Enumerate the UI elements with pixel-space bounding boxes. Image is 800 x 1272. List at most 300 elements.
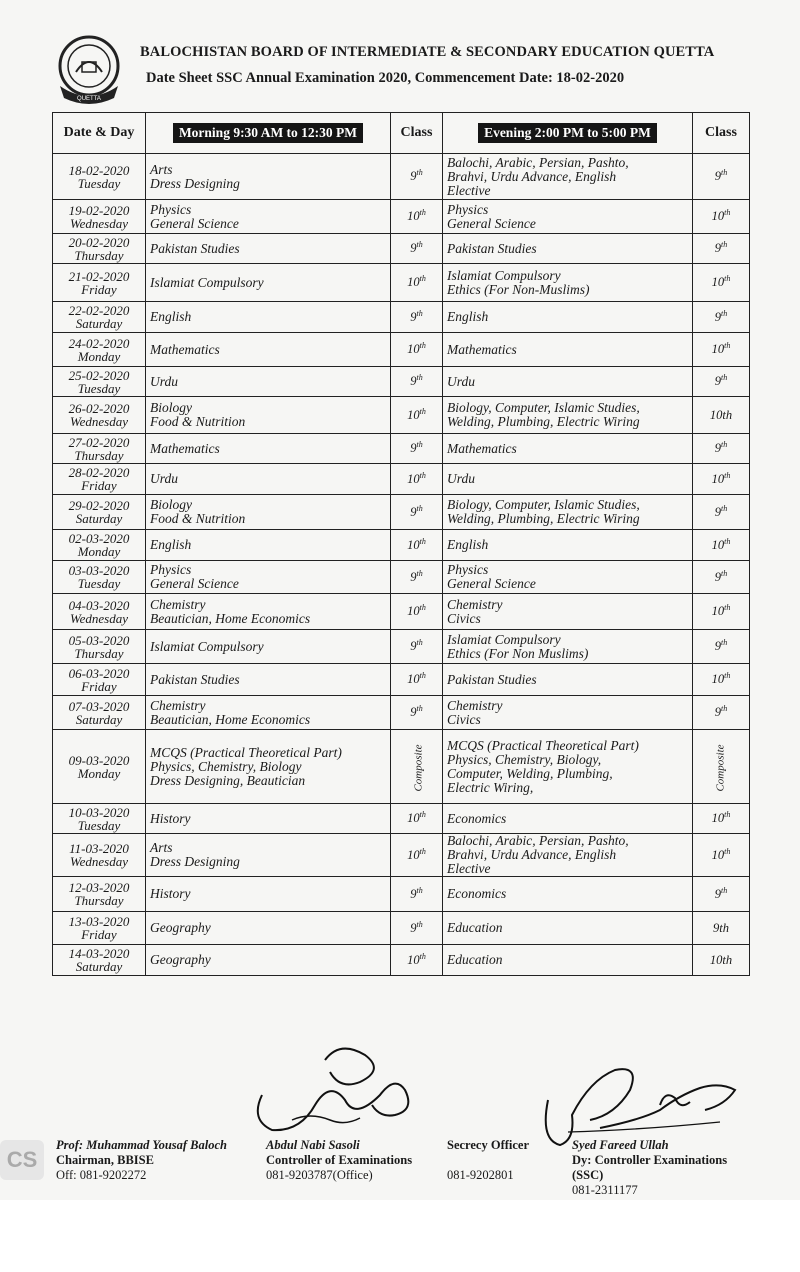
controller-block [266,1138,412,1183]
morning-subject-cell [146,264,391,302]
subject-line: History [150,810,191,826]
subject-line: Physics [150,562,192,577]
date-cell [53,804,146,834]
exam-day: Friday [81,281,117,297]
exam-day: Thursday [74,893,124,908]
exam-date: 20-02-2020 [68,234,130,250]
subject-line: Chemistry [150,697,206,713]
class-number: 9 [410,374,417,389]
subject-line: Food & Nutrition [150,414,246,429]
evening-subject-cell [443,730,693,804]
table-row [53,397,750,434]
controller-phone: 081-9203787(Office) [266,1168,373,1182]
chairman-block [56,1138,227,1183]
date-cell [53,630,146,664]
class-number: 10 [407,472,420,487]
subject-line: Urdu [447,373,476,389]
evening-class-cell [693,561,750,594]
subject-line: Mathematics [447,341,517,357]
morning-class-cell [391,495,443,530]
class-suffix: th [419,810,426,820]
date-cell [53,333,146,367]
class-number: 10 [711,342,725,357]
table-row [53,804,750,834]
morning-subject-cell [146,397,391,434]
board-logo-seal [52,34,126,104]
evening-class-cell [693,664,750,696]
evening-subject-cell [443,630,693,664]
date-cell [53,696,146,730]
exam-date: 26-02-2020 [68,401,130,416]
evening-class-cell [693,264,750,302]
class-suffix: th [724,810,731,820]
exam-day: Friday [81,678,117,694]
evening-class-cell [693,530,750,561]
class-number: 9 [410,639,417,654]
class-number: 10 [407,538,420,553]
class-suffix: th [724,274,731,284]
class-label: Composite [715,743,727,792]
subject-line: Dress Designing [150,854,240,869]
subject-line: Biology, Computer, Islamic Studies, [447,400,640,415]
morning-class-cell [391,696,443,730]
subject-line: Economics [447,886,507,901]
morning-class-cell [391,154,443,200]
exam-date: 24-02-2020 [68,335,130,351]
class-number: 9 [714,441,721,456]
class-suffix: th [721,704,728,714]
table-row [53,464,750,495]
date-cell [53,594,146,630]
table-row [53,264,750,302]
morning-class-cell [391,804,443,834]
header-class-evening: Class [693,113,750,154]
date-cell [53,877,146,912]
morning-subject-cell [146,877,391,912]
evening-subject-cell [443,200,693,234]
evening-class-cell [693,912,750,945]
exam-date: 18-02-2020 [68,162,130,178]
class-number: 10 [407,672,420,687]
exam-day: Monday [77,765,121,781]
subject-line: Civics [447,711,481,727]
class-number: 9 [714,887,721,902]
evening-class-cell [693,367,750,397]
class-number: 9 [410,921,417,936]
morning-subject-cell [146,367,391,397]
exam-date: 07-03-2020 [68,698,130,714]
table-row [53,834,750,877]
evening-subject-cell [443,234,693,264]
date-cell [53,912,146,945]
subject-line: Welding, Plumbing, Electric Wiring [447,511,640,526]
chairman-role: Chairman, BBISE [56,1153,154,1167]
date-cell [53,495,146,530]
evening-subject-cell [443,664,693,696]
table-header-row [53,113,750,154]
morning-subject-cell [146,333,391,367]
class-number: 10 [711,209,725,224]
subject-line: English [447,309,489,324]
evening-session-label: Evening 2:00 PM to 5:00 PM [478,123,657,143]
date-sheet-title: Date Sheet SSC Annual Examination 2020, Commencement Date: 18-02-2020 [146,70,625,86]
subject-line: Chemistry [447,697,503,713]
header-morning [146,113,391,154]
evening-subject-cell [443,696,693,730]
morning-class-cell [391,200,443,234]
class-suffix: th [724,603,731,613]
evening-class-cell [693,696,750,730]
table-row [53,530,750,561]
class-label: Composite [412,743,425,792]
morning-class-cell [391,302,443,333]
table-row [53,234,750,264]
subject-line: Ethics (For Non-Muslims) [447,281,590,297]
exam-day: Friday [81,927,117,942]
class-number: 9 [714,374,721,389]
morning-subject-cell [146,200,391,234]
class-suffix: th [419,671,426,681]
morning-subject-cell [146,912,391,945]
exam-day: Tuesday [77,175,121,191]
evening-class-cell [693,333,750,367]
class-suffix: th [416,440,423,450]
class-suffix: th [721,568,728,578]
evening-class-cell [693,594,750,630]
subject-line: Biology [150,497,192,512]
class-number: 9 [714,169,721,184]
date-cell [53,834,146,877]
morning-class-cell [391,367,443,397]
subject-line: Balochi, Arabic, Persian, Pashto, [447,833,629,848]
evening-subject-cell [443,834,693,877]
controller-role: Controller of Examinations [266,1153,413,1167]
class-suffix: th [416,308,423,318]
morning-class-cell [391,594,443,630]
subject-line: Physics [447,562,489,577]
morning-class-cell [391,234,443,264]
class-suffix: th [416,919,423,929]
class-number: 10 [407,275,420,290]
secrecy-phone: 081-9202801 [447,1168,514,1182]
exam-day: Wednesday [69,854,128,869]
class-number: 9th [713,920,729,935]
class-suffix: th [416,168,423,178]
exam-day: Thursday [74,247,124,263]
class-number: 9 [714,639,721,654]
class-suffix: th [419,536,426,546]
morning-subject-cell [146,696,391,730]
evening-class-cell [693,495,750,530]
subject-line: English [150,309,192,324]
morning-class-cell [391,264,443,302]
class-suffix: th [724,470,731,480]
class-suffix: th [721,373,728,383]
class-number: 9 [714,505,721,520]
exam-date: 22-02-2020 [68,303,130,318]
class-number: 10 [711,604,725,619]
table-row [53,200,750,234]
secrecy-role: Secrecy Officer [447,1138,530,1152]
table-row [53,945,750,976]
class-number: 10 [407,604,420,619]
morning-subject-cell [146,434,391,464]
subject-line: Physics [150,201,192,217]
class-number: 10 [407,848,420,863]
class-suffix: th [416,373,423,383]
controller-name: Abdul Nabi Sasoli [266,1138,360,1152]
class-suffix: th [721,308,728,318]
evening-subject-cell [443,264,693,302]
date-cell [53,264,146,302]
subject-line: Brahvi, Urdu Advance, English [447,847,617,862]
exam-day: Friday [81,478,117,493]
subject-line: Physics [447,201,489,217]
class-number: 10 [407,953,420,968]
morning-subject-cell [146,630,391,664]
morning-class-cell [391,333,443,367]
table-row [53,154,750,200]
subject-line: Electric Wiring, [447,779,534,795]
class-suffix: th [419,846,426,856]
subject-line: Food & Nutrition [150,511,246,526]
morning-class-cell [391,834,443,877]
evening-subject-cell [443,464,693,495]
evening-subject-cell [443,397,693,434]
class-suffix: th [724,208,731,218]
morning-class-cell [391,434,443,464]
subject-line: Chemistry [150,596,206,612]
evening-subject-cell [443,434,693,464]
evening-class-cell [693,877,750,912]
date-cell [53,200,146,234]
deputy-role: Dy: Controller Examinations [572,1153,728,1167]
class-suffix: th [416,638,423,648]
date-cell [53,154,146,200]
subject-line: Mathematics [447,440,517,456]
subject-line: Ethics (For Non Muslims) [447,645,589,661]
subject-line: Pakistan Studies [150,671,240,687]
exam-day: Saturday [75,711,123,727]
subject-line: Education [447,920,503,935]
table-row [53,367,750,397]
secrecy-block [447,1138,529,1183]
class-number: 10th [709,407,733,422]
svg-text:QUETTA: QUETTA [77,96,101,102]
class-suffix: th [724,536,731,546]
morning-class-cell [391,877,443,912]
exam-date: 10-03-2020 [68,804,130,820]
table-row [53,495,750,530]
subject-line: Biology [150,400,192,415]
evening-class-cell [693,630,750,664]
subject-line: Arts [150,840,173,855]
subject-line: Economics [447,810,507,826]
exam-day: Wednesday [69,610,128,626]
exam-day: Tuesday [77,380,121,396]
table-row [53,561,750,594]
chairman-phone: Off: 081-9202272 [56,1168,147,1182]
class-suffix: th [416,885,423,895]
subject-line: Dress Designing [150,175,240,191]
class-number: 10 [407,209,420,224]
morning-subject-cell [146,530,391,561]
class-suffix: th [419,470,426,480]
date-cell [53,397,146,434]
exam-date: 19-02-2020 [68,202,130,218]
class-suffix: th [721,503,728,513]
morning-subject-cell [146,464,391,495]
class-number: 10 [407,408,420,423]
subject-line: General Science [150,215,239,231]
exam-date: 27-02-2020 [68,434,130,450]
class-number: 9 [410,241,417,256]
class-suffix: th [416,503,423,513]
subject-line: General Science [447,576,536,591]
subject-line: Geography [150,952,211,967]
subject-line: Pakistan Studies [447,671,537,687]
exam-date: 14-03-2020 [68,946,130,961]
subject-line: Elective [447,861,491,876]
exam-day: Saturday [75,959,123,974]
class-suffix: th [416,568,423,578]
exam-day: Saturday [75,511,123,526]
evening-class-cell [693,434,750,464]
subject-line: Chemistry [447,596,503,612]
morning-class-cell [391,397,443,434]
subject-line: Welding, Plumbing, Electric Wiring [447,414,640,429]
class-number: 9 [410,505,417,520]
evening-subject-cell [443,530,693,561]
date-cell [53,664,146,696]
class-number: 10 [711,472,725,487]
exam-day: Tuesday [77,576,121,591]
subject-line: Urdu [150,471,179,486]
exam-date: 04-03-2020 [68,597,130,613]
morning-subject-cell [146,495,391,530]
subject-line: Biology, Computer, Islamic Studies, [447,497,640,512]
table-row [53,302,750,333]
class-number: 10 [711,672,725,687]
date-cell [53,530,146,561]
morning-subject-cell [146,730,391,804]
evening-class-cell [693,730,750,804]
exam-day: Thursday [74,447,124,463]
morning-session-label: Morning 9:30 AM to 12:30 PM [173,123,363,143]
class-number: 9 [410,310,417,325]
subject-line: Dress Designing, Beautician [150,772,306,788]
morning-subject-cell [146,561,391,594]
class-number: 9 [410,441,417,456]
exam-day: Tuesday [77,817,121,833]
date-cell [53,730,146,804]
evening-class-cell [693,200,750,234]
date-cell [53,945,146,976]
table-row [53,434,750,464]
morning-subject-cell [146,945,391,976]
subject-line: Islamiat Compulsory [447,267,561,283]
class-number: 9 [714,705,721,720]
morning-subject-cell [146,154,391,200]
signature-area [0,1020,800,1200]
exam-day: Thursday [74,645,124,661]
subject-line: Physics, Chemistry, Biology [150,758,302,774]
evening-subject-cell [443,877,693,912]
subject-line: Islamiat Compulsory [150,638,264,654]
evening-subject-cell [443,561,693,594]
morning-subject-cell [146,664,391,696]
exam-date: 11-03-2020 [69,841,129,856]
class-suffix: th [721,168,728,178]
evening-subject-cell [443,495,693,530]
morning-class-cell [391,561,443,594]
subject-line: Brahvi, Urdu Advance, English [447,168,617,184]
date-cell [53,464,146,495]
exam-day: Monday [77,544,121,559]
class-suffix: th [419,406,426,416]
class-number: 10th [709,952,733,967]
class-suffix: th [724,846,731,856]
subject-line: MCQS (Practical Theoretical Part) [150,744,342,760]
exam-date: 13-03-2020 [68,914,130,929]
table-row [53,630,750,664]
table-row [53,912,750,945]
date-cell [53,367,146,397]
evening-class-cell [693,397,750,434]
morning-subject-cell [146,234,391,264]
table-row [53,730,750,804]
class-suffix: th [721,885,728,895]
class-number: 10 [711,275,725,290]
exam-date: 06-03-2020 [68,665,130,681]
table-row [53,696,750,730]
chairman-name: Prof: Muhammad Yousaf Baloch [56,1138,227,1152]
evening-subject-cell [443,154,693,200]
deputy-phone: 081-2311177 [572,1183,638,1197]
evening-subject-cell [443,804,693,834]
evening-class-cell [693,804,750,834]
subject-line: Arts [150,161,173,177]
class-number: 10 [711,848,725,863]
exam-day: Wednesday [69,215,128,231]
evening-class-cell [693,234,750,264]
subject-line: Civics [447,610,481,626]
evening-class-cell [693,154,750,200]
exam-date: 05-03-2020 [68,632,130,648]
subject-line: History [150,886,191,901]
exam-date: 03-03-2020 [68,563,130,578]
subject-line: Beautician, Home Economics [150,711,311,727]
table-row [53,333,750,367]
table-row [53,664,750,696]
class-number: 10 [407,811,420,826]
camscanner-badge: CS [0,1140,44,1180]
date-sheet-table [52,112,750,976]
exam-day: Monday [77,348,121,364]
date-cell [53,234,146,264]
subject-line: Urdu [447,471,476,486]
class-number: 10 [711,811,725,826]
class-suffix: th [419,274,426,284]
class-suffix: th [419,341,426,351]
morning-class-cell [391,945,443,976]
subject-line: Education [447,952,503,967]
class-number: 9 [714,310,721,325]
evening-class-cell [693,464,750,495]
date-cell [53,302,146,333]
subject-line: General Science [150,576,239,591]
evening-subject-cell [443,333,693,367]
